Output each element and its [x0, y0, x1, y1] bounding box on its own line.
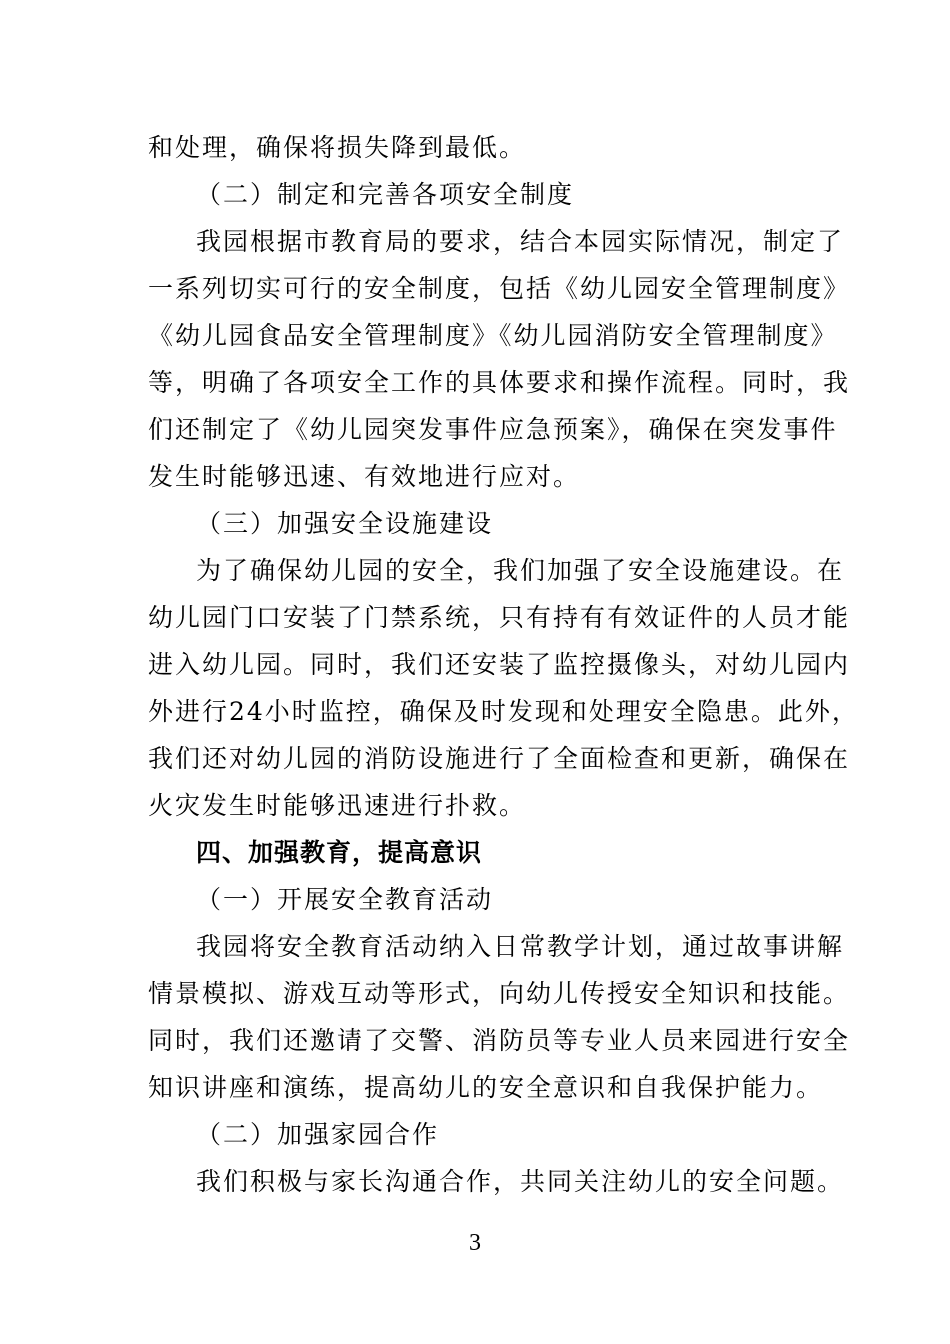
- paragraph-line: 和处理，确保将损失降到最低。: [148, 133, 527, 162]
- paragraph-line: 火灾发生时能够迅速进行扑救。: [148, 791, 527, 820]
- section-heading-4: 四、加强教育，提高意识: [196, 838, 483, 867]
- paragraph-line: 《幼儿园食品安全管理制度》《幼儿园消防安全管理制度》: [148, 321, 838, 350]
- paragraph-line: 发生时能够迅速、有效地进行应对。: [148, 462, 581, 491]
- paragraph-line: 一系列切实可行的安全制度，包括《幼儿园安全管理制度》: [148, 274, 851, 303]
- paragraph-line: 知识讲座和演练，提高幼儿的安全意识和自我保护能力。: [148, 1073, 824, 1102]
- paragraph-line: 我园根据市教育局的要求，结合本园实际情况，制定了: [196, 227, 845, 256]
- subheading-3: （三）加强安全设施建设: [196, 509, 494, 538]
- subheading-2: （二）制定和完善各项安全制度: [196, 180, 575, 209]
- paragraph-line: 我们还对幼儿园的消防设施进行了全面检查和更新，确保在: [148, 744, 851, 773]
- paragraph-line: 幼儿园门口安装了门禁系统，只有持有有效证件的人员才能: [148, 603, 851, 632]
- paragraph-line: 进入幼儿园。同时，我们还安装了监控摄像头，对幼儿园内: [148, 650, 851, 679]
- paragraph-line: 情景模拟、游戏互动等形式，向幼儿传授安全知识和技能。: [148, 979, 851, 1008]
- paragraph-line: 们还制定了《幼儿园突发事件应急预案》，确保在突发事件: [148, 415, 838, 444]
- paragraph-line: 外进行24小时监控，确保及时发现和处理安全隐患。此外，: [148, 697, 859, 726]
- subheading-1: （一）开展安全教育活动: [196, 885, 494, 914]
- paragraph-line: 为了确保幼儿园的安全，我们加强了安全设施建设。在: [196, 556, 845, 585]
- paragraph-line: 同时，我们还邀请了交警、消防员等专业人员来园进行安全: [148, 1026, 851, 1055]
- paragraph-line: 等，明确了各项安全工作的具体要求和操作流程。同时，我: [148, 368, 851, 397]
- paragraph-line: 我们积极与家长沟通合作，共同关注幼儿的安全问题。: [196, 1167, 845, 1196]
- page-number: 3: [469, 1230, 481, 1256]
- subheading-2b: （二）加强家园合作: [196, 1120, 440, 1149]
- paragraph-line: 我园将安全教育活动纳入日常教学计划，通过故事讲解: [196, 932, 845, 961]
